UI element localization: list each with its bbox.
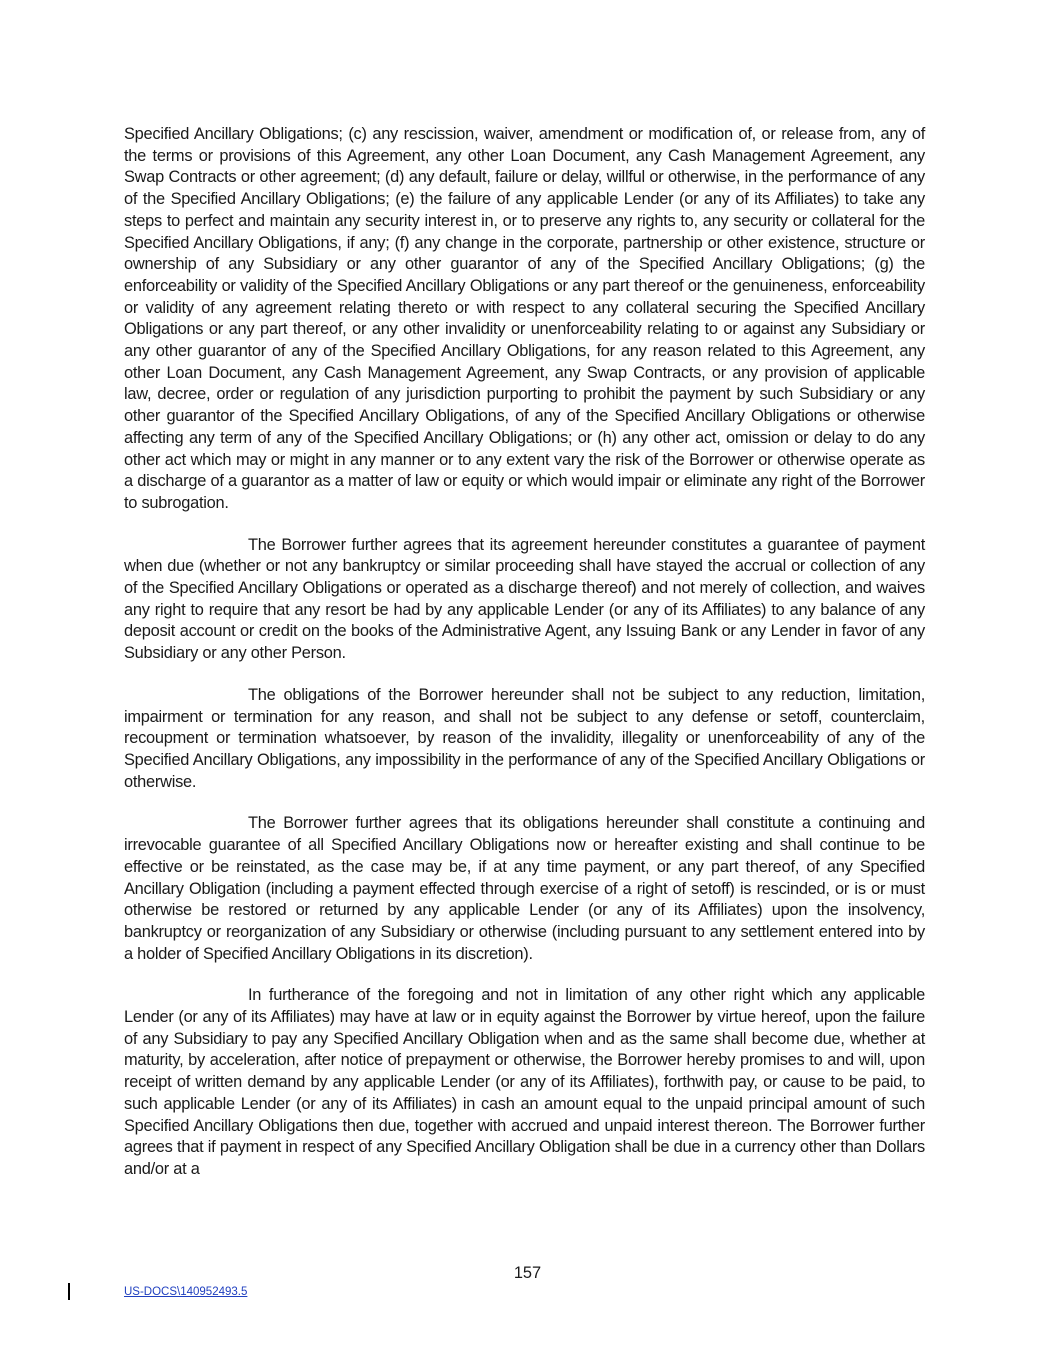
- document-body: [124, 124, 925, 1201]
- paragraph-continued: Specified Ancillary Obligations; (c) any rescission, waiver, amendment or modification of, or release from, any of the terms or provisions of this Agreement, any other Loan Document, any Cash Management Agreement, any Swap Contracts or other agreement; (d) any default, failure or delay, willful or otherwise, in the performance of any of the Specified Ancillary Obligations; (e) the failure of any applicable Lender (or any of its Affiliates) to take any steps to perfect and maintain any security interest in, or to preserve any rights to, any security or collateral for the Specified Ancillary Obligations, if any; (f) any change in the corporate, partnership or other existence, structure or ownership of any Subsidiary or any other guarantor of any of the Specified Ancillary Obligations; (g) the enforceability or validity of the Specified Ancillary Obligations or any part thereof or the genuineness, enforceability or validity of any agreement relating thereto or with respect to any collateral securing the Specified Ancillary Obligations or any part thereof, or any other invalidity or unenforceability relating to or against any Subsidiary or any other guarantor of any of the Specified Ancillary Obligations, for any reason related to this Agreement, any other Loan Document, any Cash Management Agreement, any Swap Contracts, or any provision of applicable law, decree, order or regulation of any jurisdiction purporting to prohibit the payment by such Subsidiary or any other guarantor of the Specified Ancillary Obligations, of any of the Specified Ancillary Obligations or otherwise affecting any term of any of the Specified Ancillary Obligations; or (h) any other act, omission or delay to do any other act which may or might in any manner or to any extent vary the risk of the Borrower or otherwise operate as a discharge of a guarantor as a matter of law or equity or which would impair or eliminate any right of the Borrower to subrogation.: [124, 125, 925, 512]
- document-id-link[interactable]: US-DOCS\140952493.5: [124, 1286, 248, 1298]
- paragraph-guarantee-of-payment: The Borrower further agrees that its agreement hereunder constitutes a guarantee of payment when due (whether or not any bankruptcy or similar proceeding shall have stayed the accrual or collection of any of the Specified Ancillary Obligations or operated as a discharge thereof) and not merely of collection, and waives any right to require that any resort be had by any applicable Lender (or any of its Affiliates) to any balance of any deposit account or credit on the books of the Administrative Agent, any Issuing Bank or any Lender in favor of any Subsidiary or any other Person.: [124, 535, 925, 663]
- paragraph-obligations-not-subject: The obligations of the Borrower hereunder shall not be subject to any reduction, limitation, impairment or termination for any reason, and shall not be subject to any defense or setoff, counterclaim, recoupment or termination whatsoever, by reason of the invalidity, illegality or unenforceability of any of the Specified Ancillary Obligations, any impossibility in the performance of any of the Specified Ancillary Obligations or otherwise.: [124, 685, 925, 791]
- paragraph-continuing-guarantee: The Borrower further agrees that its obligations hereunder shall constitute a continuing and irrevocable guarantee of all Specified Ancillary Obligations now or hereafter existing and shall continue to be effective or be reinstated, as the case may be, if at any time payment, or any part thereof, of any Specified Ancillary Obligation (including a payment effected through exercise of a right of setoff) is rescinded, or is or must otherwise be restored or returned by any applicable Lender (or any of its Affiliates) upon the insolvency, bankruptcy or reorganization of any Subsidiary or otherwise (including pursuant to any settlement entered into by a holder of Specified Ancillary Obligations in its discretion).: [124, 814, 925, 963]
- page-number: 157: [513, 1264, 542, 1282]
- revision-change-bar: [68, 1283, 70, 1300]
- paragraph-furtherance: In furtherance of the foregoing and not in limitation of any other right which any applicable Lender (or any of its Affiliates) may have at law or in equity against the Borrower by virtue hereof, upon the failure of any Subsidiary to pay any Specified Ancillary Obligation when and as the same shall become due, whether at maturity, by acceleration, after notice of prepayment or otherwise, the Borrower hereby promises to and will, upon receipt of written demand by any applicable Lender (or any of its Affiliates), forthwith pay, or cause to be paid, to such applicable Lender (or any of its Affiliates) in cash an amount equal to the unpaid principal amount of such Specified Ancillary Obligations then due, together with accrued and unpaid interest thereon. The Borrower further agrees that if payment in respect of any Specified Ancillary Obligation shall be due in a currency other than Dollars and/or at a: [124, 986, 925, 1178]
